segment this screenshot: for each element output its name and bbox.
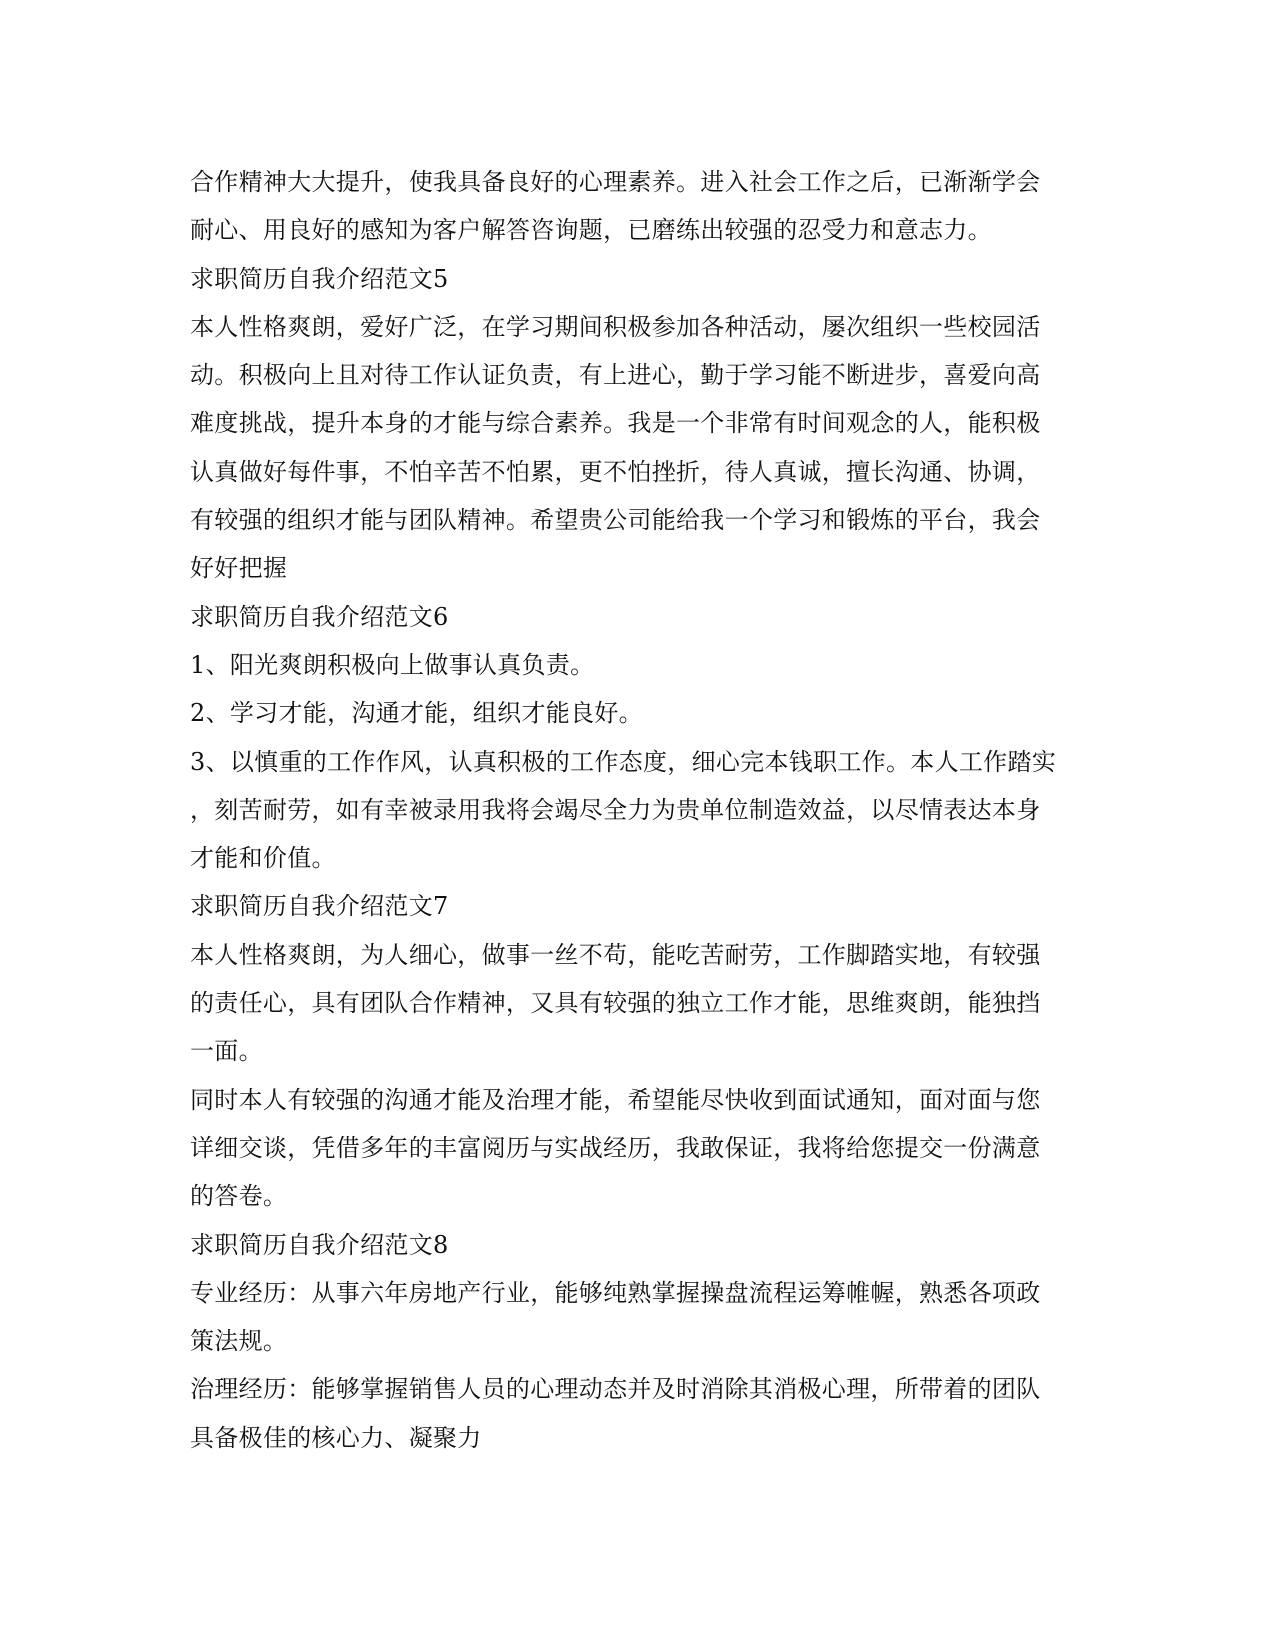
text-line: 具备极佳的核心力、凝聚力 xyxy=(190,1423,482,1452)
text-line: 的答卷。 xyxy=(190,1182,288,1211)
text-line: 有较强的组织才能与团队精神。希望贵公司能给我一个学习和锻炼的平台，我会 xyxy=(190,506,1041,535)
text-line: 本人性格爽朗，为人细心，做事一丝不苟，能吃苦耐劳，工作脚踏实地，有较强 xyxy=(190,940,1041,969)
list-item: 3、以慎重的工作作风，认真积极的工作态度，细心完本钱职工作。本人工作踏实 xyxy=(190,747,1057,776)
text-line: 本人性格爽朗，爱好广泛，在学习期间积极参加各种活动，屡次组织一些校园活 xyxy=(190,312,1041,341)
text-line: 专业经历：从事六年房地产行业，能够纯熟掌握操盘流程运筹帷幄，熟悉各项政 xyxy=(190,1278,1041,1307)
section-heading: 求职简历自我介绍范文7 xyxy=(190,892,449,921)
list-item: 2、学习才能，沟通才能，组织才能良好。 xyxy=(190,699,643,728)
text-line: 动。积极向上且对待工作认证负责，有上进心，勤于学习能不断进步，喜爱向高 xyxy=(190,361,1041,390)
section-heading: 求职简历自我介绍范文8 xyxy=(190,1230,449,1259)
text-line: 策法规。 xyxy=(190,1327,288,1356)
text-line: 的责任心，具有团队合作精神，又具有较强的独立工作才能，思维爽朗，能独挡 xyxy=(190,989,1041,1018)
text-line: 难度挑战，提升本身的才能与综合素养。我是一个非常有时间观念的人，能积极 xyxy=(190,409,1041,438)
section-heading: 求职简历自我介绍范文6 xyxy=(190,602,449,631)
text-line: 一面。 xyxy=(190,1037,263,1066)
text-line: 才能和价值。 xyxy=(190,844,336,873)
text-line: ，刻苦耐劳，如有幸被录用我将会竭尽全力为贵单位制造效益，以尽情表达本身 xyxy=(190,795,1041,824)
text-line: 耐心、用良好的感知为客户解答咨询题，已磨练出较强的忍受力和意志力。 xyxy=(190,216,992,245)
text-line: 好好把握 xyxy=(190,554,288,583)
text-line: 同时本人有较强的沟通才能及治理才能，希望能尽快收到面试通知，面对面与您 xyxy=(190,1085,1041,1114)
section-heading: 求职简历自我介绍范文5 xyxy=(190,264,449,293)
list-item: 1、阳光爽朗积极向上做事认真负责。 xyxy=(190,650,595,679)
text-line: 详细交谈，凭借多年的丰富阅历与实战经历，我敢保证，我将给您提交一份满意 xyxy=(190,1133,1041,1162)
document-body xyxy=(190,158,1090,1462)
text-line: 认真做好每件事，不怕辛苦不怕累，更不怕挫折，待人真诚，擅长沟通、协调， xyxy=(190,457,1041,486)
text-line: 合作精神大大提升，使我具备良好的心理素养。进入社会工作之后，已渐渐学会 xyxy=(190,168,1041,196)
text-line: 治理经历：能够掌握销售人员的心理动态并及时消除其消极心理，所带着的团队 xyxy=(190,1375,1041,1404)
